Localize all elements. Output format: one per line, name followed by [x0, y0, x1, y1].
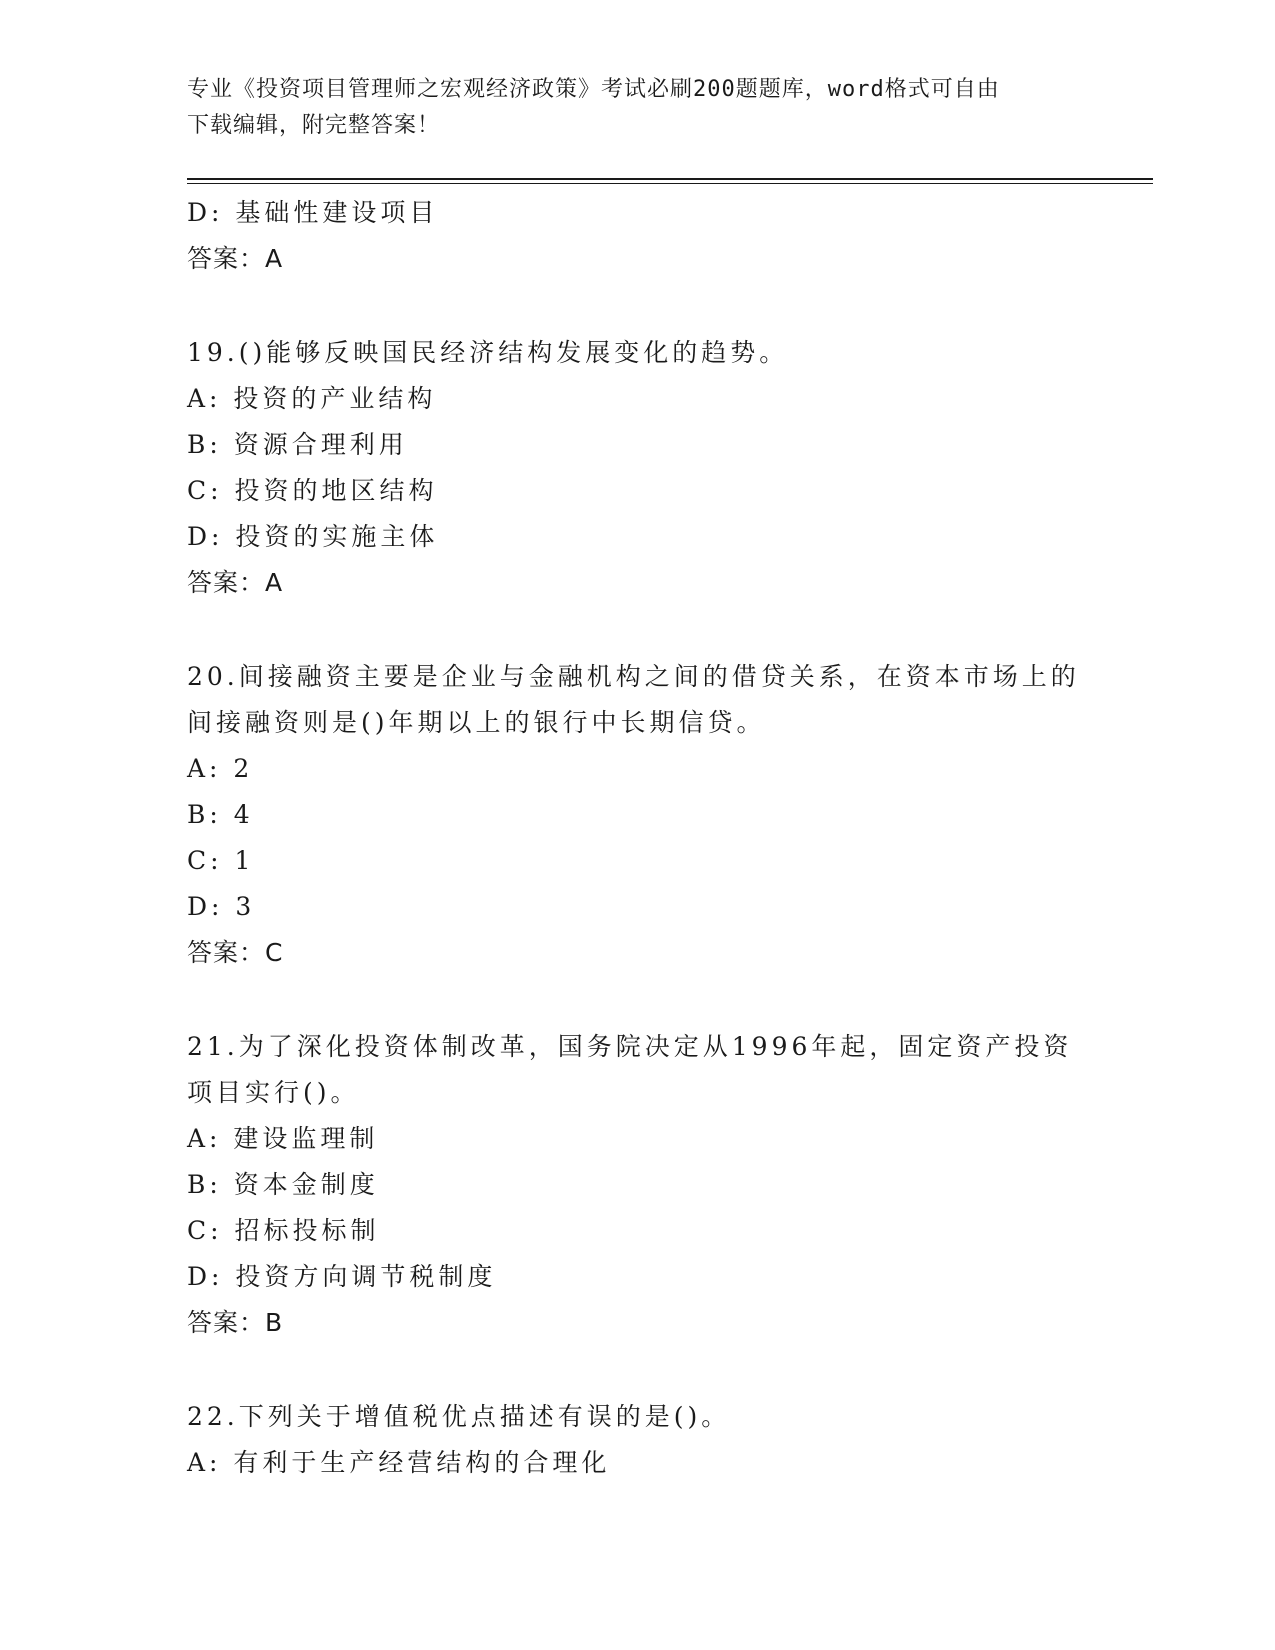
header-divider-thick [187, 178, 1153, 180]
question-19-option-a: A: 投资的产业结构 [187, 384, 437, 413]
question-19-answer: 答案：A [187, 568, 284, 597]
question-20-option-b: B: 4 [187, 800, 254, 829]
question-20-answer: 答案：C [187, 938, 284, 967]
question-20-option-d: D: 3 [187, 892, 256, 921]
question-21-stem-line-1: 21.为了深化投资体制改革，国务院决定从1996年起，固定资产投资 [187, 1032, 1073, 1061]
header-divider-thin [187, 183, 1153, 184]
question-21-stem-line-2: 项目实行()。 [187, 1078, 360, 1107]
question-20-option-a: A: 2 [187, 754, 254, 783]
question-19-option-b: B: 资源合理利用 [187, 430, 408, 459]
question-19-stem: 19.()能够反映国民经济结构发展变化的趋势。 [187, 338, 789, 367]
question-19-option-c: C: 投资的地区结构 [187, 476, 438, 505]
prev-answer: 答案：A [187, 244, 284, 273]
question-19 [187, 330, 1087, 606]
question-22-option-a: A: 有利于生产经营结构的合理化 [187, 1448, 611, 1477]
question-22 [187, 1394, 1087, 1486]
document-header [187, 72, 1067, 144]
question-20 [187, 654, 1087, 976]
question-20-stem-line-2: 间接融资则是()年期以上的银行中长期信贷。 [187, 708, 766, 737]
question-21-answer: 答案：B [187, 1308, 284, 1337]
question-list [187, 190, 1087, 1486]
question-21-option-a: A: 建设监理制 [187, 1124, 379, 1153]
question-22-stem: 22.下列关于增值税优点描述有误的是()。 [187, 1402, 731, 1431]
question-19-option-d: D: 投资的实施主体 [187, 522, 439, 551]
question-21-option-b: B: 资本金制度 [187, 1170, 379, 1199]
prev-option-d: D: 基础性建设项目 [187, 198, 439, 227]
header-line-2: 下载编辑，附完整答案！ [187, 113, 441, 138]
header-line-1: 专业《投资项目管理师之宏观经济政策》考试必刷200题题库，word格式可自由 [187, 77, 1000, 102]
question-20-stem-line-1: 20.间接融资主要是企业与金融机构之间的借贷关系，在资本市场上的 [187, 662, 1080, 691]
question-21-option-d: D: 投资方向调节税制度 [187, 1262, 497, 1291]
question-20-option-c: C: 1 [187, 846, 255, 875]
question-21-option-c: C: 招标投标制 [187, 1216, 380, 1245]
question-21 [187, 1024, 1087, 1346]
